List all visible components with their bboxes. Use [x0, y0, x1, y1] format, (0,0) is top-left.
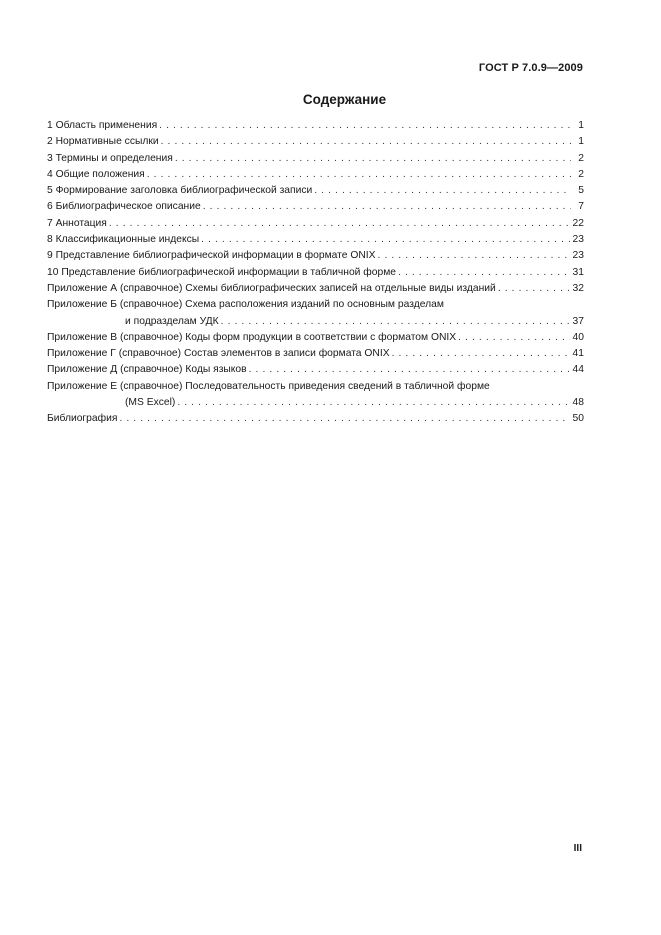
toc-entry-text: Приложение А (справочное) Схемы библиографических записей на отдельные виды изданий	[47, 282, 496, 294]
toc-entry-text: 10 Представление библиографической информации в табличной форме	[47, 266, 397, 278]
toc-entry[interactable]	[47, 346, 584, 362]
toc-entry[interactable]	[47, 379, 584, 412]
toc-page-number: 32	[572, 282, 584, 294]
toc-entry-text: 7 Аннотация	[47, 217, 107, 229]
toc-entry-text: 1 Область применения	[47, 120, 158, 131]
dot-leader	[203, 199, 571, 215]
toc-page-number: 44	[572, 364, 584, 376]
toc-entry[interactable]	[47, 183, 584, 199]
toc-page-number: 1	[578, 120, 584, 131]
page-number: III	[573, 843, 582, 854]
toc-entry-text: (MS Excel)	[125, 397, 176, 409]
toc-entry[interactable]	[47, 297, 584, 330]
dot-leader	[249, 362, 570, 378]
toc-page-number: 1	[578, 136, 584, 148]
toc-entry[interactable]	[47, 248, 584, 264]
dot-leader	[175, 151, 571, 167]
toc-page-number: 22	[572, 217, 584, 229]
toc-page-number: 23	[572, 250, 584, 262]
dot-leader	[398, 265, 570, 281]
toc-entry[interactable]	[47, 151, 584, 167]
toc-entry[interactable]	[47, 232, 584, 248]
toc-page-number: 37	[572, 315, 584, 327]
toc-page-number: 5	[578, 185, 584, 197]
toc-entry-text: Приложение Б (справочное) Схема расположения изданий по основным разделам	[47, 299, 444, 311]
dot-leader	[221, 314, 570, 330]
toc-page-number: 41	[572, 348, 584, 360]
dot-leader	[109, 216, 570, 232]
toc-entry[interactable]	[47, 411, 584, 427]
dot-leader	[392, 346, 570, 362]
toc-page-number: 48	[572, 397, 584, 409]
toc-entry-text: 2 Нормативные ссылки	[47, 136, 159, 148]
dot-leader	[177, 395, 569, 411]
dot-leader	[147, 167, 571, 183]
toc-entry[interactable]	[47, 199, 584, 215]
toc-page-number: 7	[578, 201, 584, 213]
toc-entry[interactable]	[47, 216, 584, 232]
dot-leader	[498, 281, 570, 297]
toc-page-number: 2	[578, 168, 584, 180]
toc-entry[interactable]	[47, 330, 584, 346]
toc-entry[interactable]	[47, 167, 584, 183]
toc-page-number: 40	[572, 331, 584, 343]
toc-page-number: 2	[578, 152, 584, 164]
toc-entry-text: Приложение Д (справочное) Коды языков	[47, 364, 247, 376]
toc-entry-text: и подразделам УДК	[125, 315, 219, 327]
toc-entry-text: 4 Общие положения	[47, 168, 145, 180]
dot-leader	[159, 118, 571, 134]
toc-entry[interactable]	[47, 134, 584, 150]
dot-leader	[201, 232, 569, 248]
toc-entry-text: Библиография	[47, 413, 118, 425]
toc-page-number: 23	[572, 234, 584, 246]
toc-entry[interactable]	[47, 265, 584, 281]
dot-leader	[161, 134, 571, 150]
toc-entry-text: 5 Формирование заголовка библиографической записи	[47, 185, 313, 197]
document-code: ГОСТ Р 7.0.9—2009	[478, 62, 583, 74]
toc-entry[interactable]	[47, 362, 584, 378]
dot-leader	[119, 411, 569, 427]
toc-title: Содержание	[302, 92, 387, 107]
toc-entry-text: Приложение Е (справочное) Последовательность приведения сведений в табличной форме	[47, 380, 490, 392]
dot-leader	[378, 248, 570, 264]
toc-entry-text: 3 Термины и определения	[47, 152, 173, 164]
table-of-contents	[47, 118, 584, 428]
toc-page-number: 31	[572, 266, 584, 278]
toc-entry-text: 9 Представление библиографической информации в формате ONIX	[47, 250, 376, 262]
toc-page-number: 50	[572, 413, 584, 425]
dot-leader	[458, 330, 569, 346]
toc-entry-text: 8 Классификационные индексы	[47, 234, 200, 246]
toc-entry-text: Приложение В (справочное) Коды форм продукции в соответствии с форматом ONIX	[47, 331, 457, 343]
dot-leader	[314, 183, 571, 199]
toc-entry[interactable]	[47, 281, 584, 297]
toc-entry-text: Приложение Г (справочное) Состав элементов в записи формата ONIX	[47, 348, 390, 360]
toc-entry-text: 6 Библиографическое описание	[47, 201, 201, 213]
toc-entry[interactable]	[47, 118, 584, 134]
